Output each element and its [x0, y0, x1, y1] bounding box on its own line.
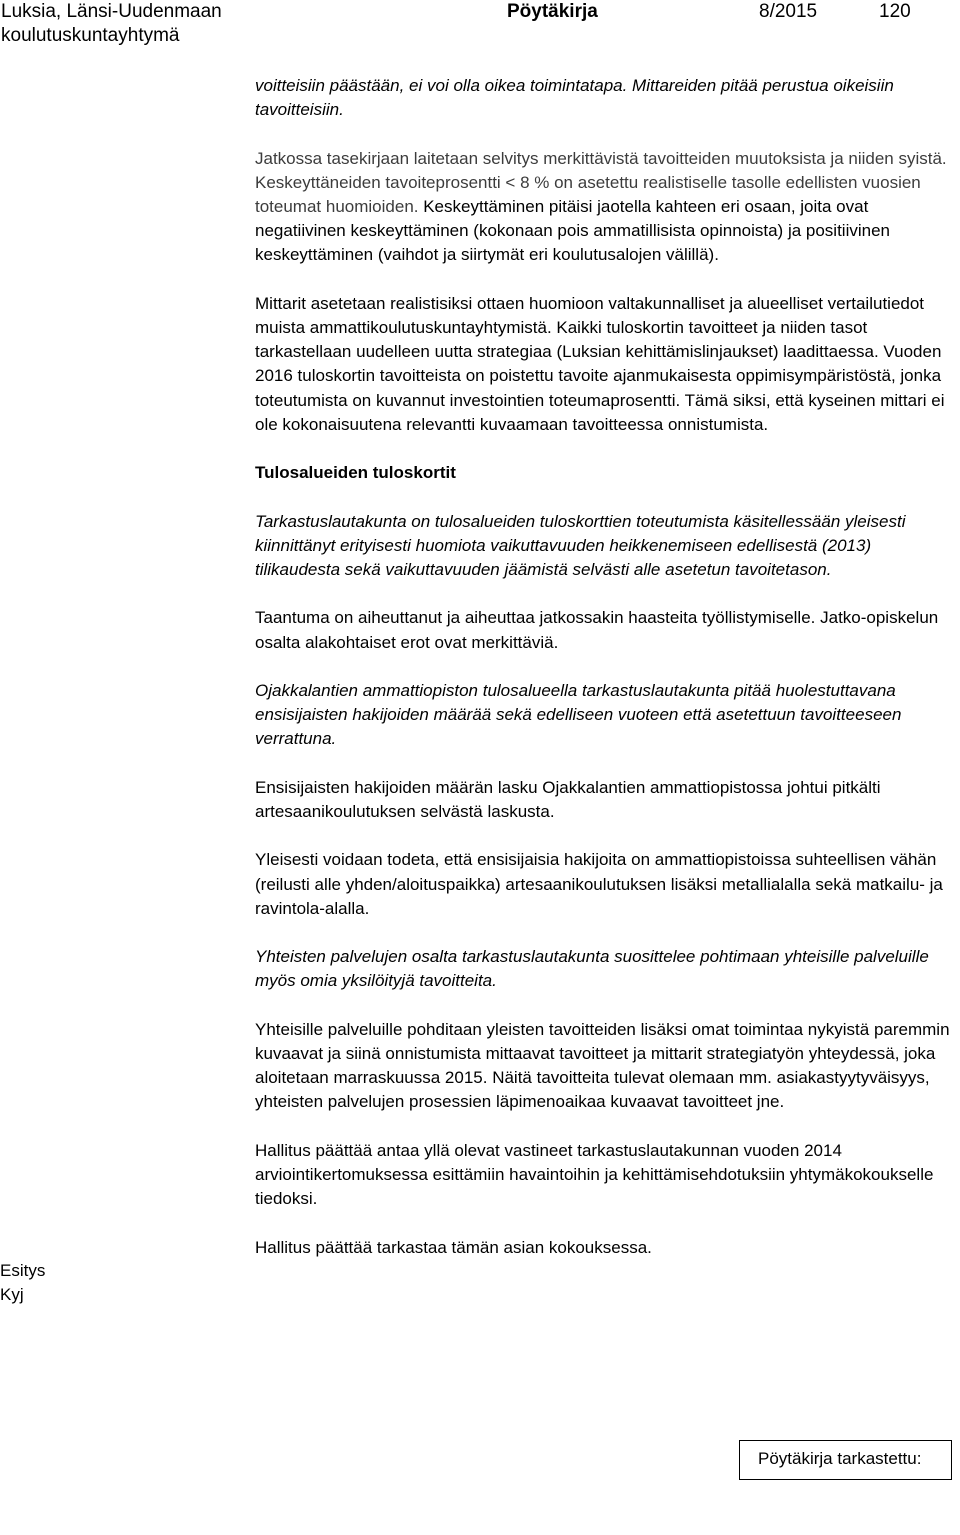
decision-paragraph: Hallitus päättää antaa yllä olevat vastineet tarkastuslautakunnan vuoden 2014 arviointikertomuksessa esittämiin havaintoihin ja kehittämisehdotuksiin yhtymäkokoukselle tiedoksi. [255, 1140, 934, 1209]
paragraph: Yhteisten palvelujen osalta tarkastuslautakunta suosittelee pohtimaan yhteisille palveluille myös omia yksilöityjä tavoitteita. [255, 947, 929, 991]
margin-label-approver: Kyj [0, 1285, 24, 1305]
paragraph-grey-part: Jatkossa tasekirjaan laitetaan selvitys merkittävistä tavoitteiden muutoksista ja niiden syistä. Keskeyttäneiden tavoiteprosentti < 8 % on asetettu realistiselle tasolle edellisten vuosien toteumat huomioiden. [255, 148, 947, 216]
paragraph: Mittarit asetetaan realistisiksi ottaen huomioon valtakunnalliset ja alueelliset vertailutiedot muista ammattikoulutuskuntayhtymistä. Kaikki tuloskortin tavoitteet ja niiden tasot tarkastellaan uudelleen uutta strategiaa (Luksian kehittämislinjaukset) laadittaessa. Vuoden 2016 tuloskortin tavoitteista on poistettu tavoite ajanmukaisesta oppimisympäristöstä, jonka toteutumista on kuvannut investointien toteumaprosentti. Tämä siksi, että kyseinen mittari ei ole kokonaisuutena relevantti kuvaamaan tavoitteessa onnistumista. [255, 293, 945, 434]
margin-label-proposal: Esitys [0, 1261, 46, 1280]
page-number: 120 [879, 1, 911, 22]
organization-name-line1: Luksia, Länsi-Uudenmaan [1, 1, 222, 22]
decision-paragraph: Hallitus päättää tarkastaa tämän asian kokouksessa. [255, 1237, 652, 1257]
page-header [0, 0, 960, 56]
minutes-checked-box: Pöytäkirja tarkastettu: [739, 1440, 952, 1480]
paragraph: Yhteisille palveluille pohditaan yleisten tavoitteiden lisäksi omat toimintaa nykyistä paremmin kuvaavat ja siinä onnistumista mittaavat tavoitteet ja mittarit strategiatyön yhteydessä, joka aloitetaan marraskuussa 2015. Näitä tavoitteita tulevat olemaan mm. asiakastyytyväisyys, yhteisten palvelujen prosessien läpimenoaikaa kuvaavat tavoitteet jne. [255, 1019, 950, 1112]
organization-name [1, 0, 222, 48]
margin-labels [0, 1259, 45, 1307]
document-number: 8/2015 [759, 1, 818, 22]
paragraph: Ojakkalantien ammattiopiston tulosalueella tarkastuslautakunta pitää huolestuttavana ensisijaisten hakijoiden määrää sekä edelliseen vuoteen että asetettuun tavoitteeseen verrattuna. [255, 680, 902, 749]
paragraph: Ensisijaisten hakijoiden määrän lasku Ojakkalantien ammattiopistossa johtui pitkälti artesaanikoulutuksen selvästä laskusta. [255, 777, 881, 821]
paragraph-rest-part: Keskeyttäminen pitäisi jaotella kahteen eri osaan, joita ovat negatiivinen keskeyttäminen (kokonaan pois ammatillisista opinnoista) ja positiivinen keskeyttäminen (vaihdot ja siirtymät eri koulutusalojen välillä). [255, 197, 891, 265]
section-heading: Tulosalueiden tuloskortit [255, 463, 456, 483]
paragraph [255, 147, 960, 268]
paragraph: voitteisiin päästään, ei voi olla oikea toimintatapa. Mittareiden pitää perustua oikeisiin tavoitteisiin. [255, 76, 894, 120]
organization-name-line2: koulutuskuntayhtymä [1, 25, 180, 46]
paragraph: Tarkastuslautakunta on tulosalueiden tuloskorttien toteutumista käsitellessään yleisesti kiinnittänyt erityisesti huomiota vaikuttavuuden heikkenemiseen edellisestä (2013) tilikaudesta sekä vaikuttavuuden jäämistä selvästi alle asetetun tavoitetason. [255, 511, 906, 579]
paragraph: Taantuma on aiheuttanut ja aiheuttaa jatkossakin haasteita työllistymiselle. Jatko-opiskelun osalta alakohtaiset erot ovat merkittäviä. [255, 608, 939, 652]
document-body [255, 74, 960, 1284]
document-type: Pöytäkirja [507, 1, 598, 22]
paragraph: Yleisesti voidaan todeta, että ensisijaisia hakijoita on ammattiopistoissa suhteellisen vähän (reilusti alle yhden/aloituspaikka) artesaanikoulutuksen lisäksi metallialalla sekä matkailu- ja ravintola-alalla. [255, 850, 943, 918]
